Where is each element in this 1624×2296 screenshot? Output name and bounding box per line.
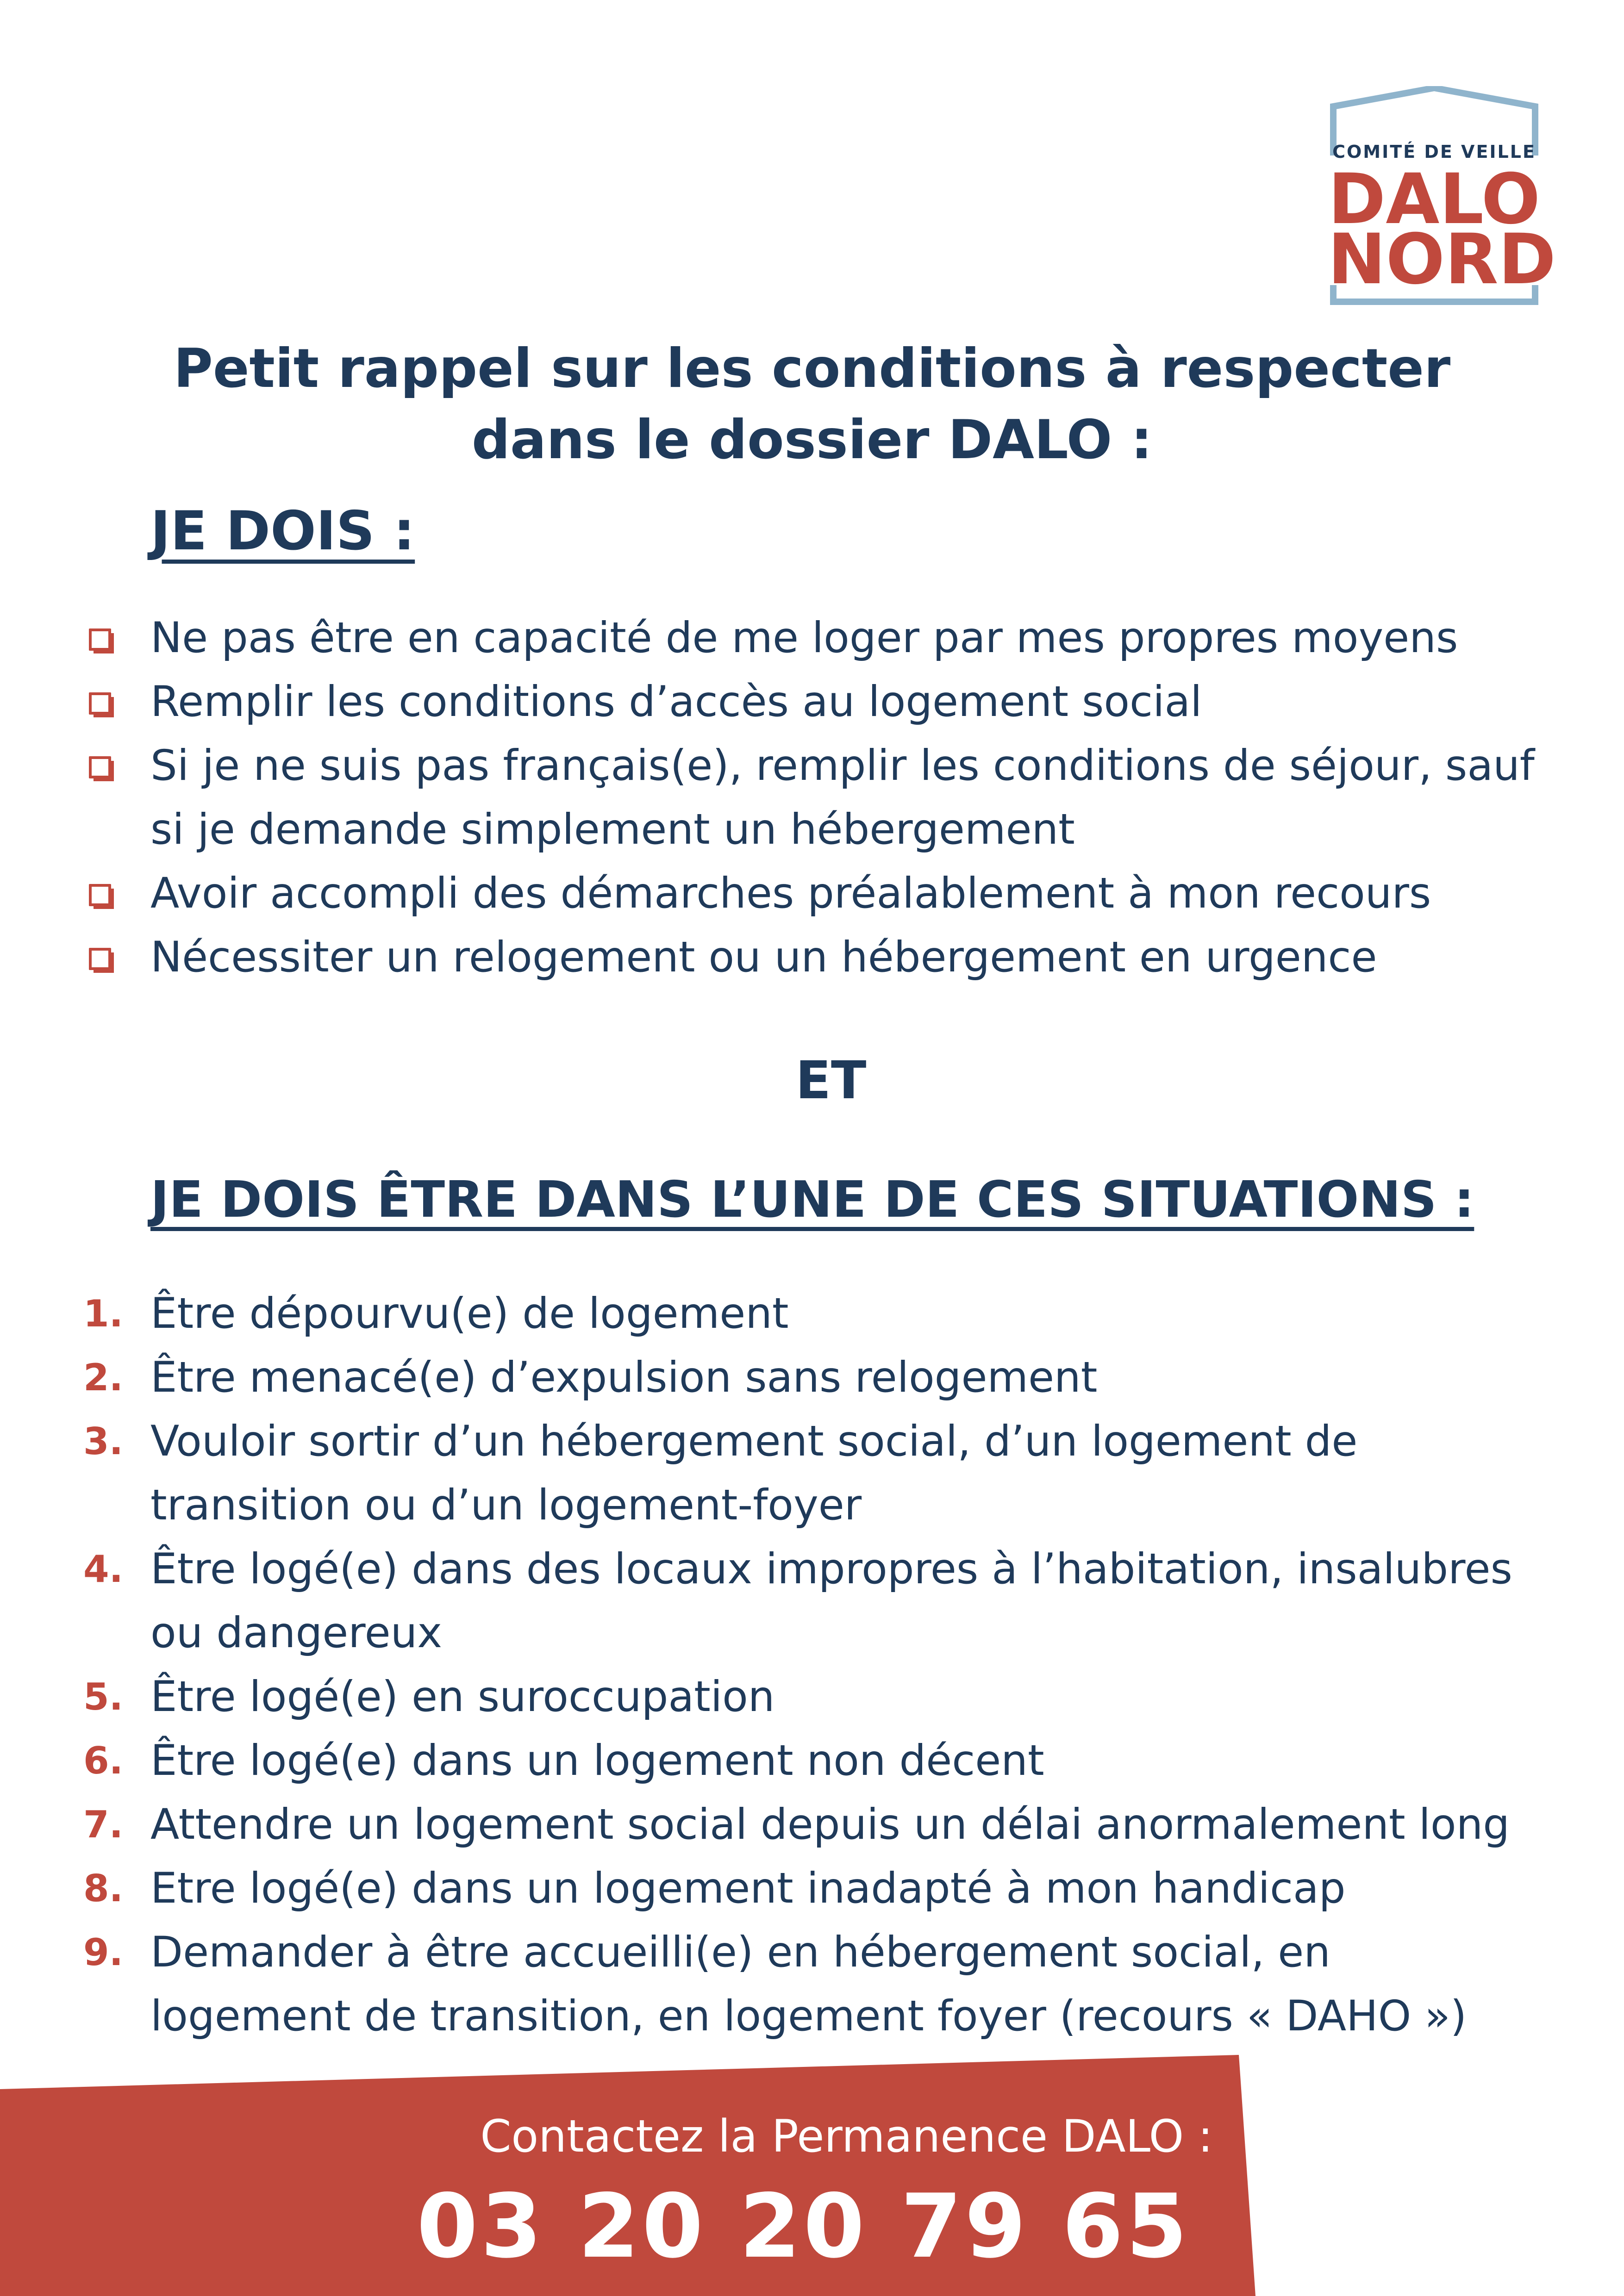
checklist-item xyxy=(0,926,1535,989)
logo-tagline: COMITÉ DE VEILLE xyxy=(1332,142,1536,162)
situation-text: Etre logé(e) dans un logement inadapté à mon handicap xyxy=(150,1864,1346,1913)
situation-item xyxy=(0,1921,1535,2048)
checkbox-icon xyxy=(89,948,111,970)
checklist-item-text: Nécessiter un relogement ou un hébergement en urgence xyxy=(150,933,1377,982)
item-number: 9. xyxy=(83,1931,124,1974)
page-title xyxy=(93,333,1531,476)
situation-text: Vouloir sortir d’un hébergement social, d’un logement de transition ou d’un logement-foyer xyxy=(150,1417,1358,1530)
checklist-item xyxy=(0,606,1535,670)
situation-text: Être menacé(e) d’expulsion sans relogement xyxy=(150,1353,1098,1402)
checklist-item-text: Ne pas être en capacité de me loger par mes propres moyens xyxy=(150,614,1458,662)
checklist-item-text: Remplir les conditions d’accès au logement social xyxy=(150,678,1202,726)
checklist-item xyxy=(0,734,1535,862)
title-line-2: dans le dossier DALO : xyxy=(471,409,1153,471)
checklist-item-text: Si je ne suis pas français(e), remplir les conditions de séjour, sauf si je demande simplement un hébergement xyxy=(150,741,1535,854)
situation-item xyxy=(0,1665,1535,1729)
checkbox-icon xyxy=(89,884,111,906)
dalo-nord-logo xyxy=(1328,86,1556,308)
item-number: 5. xyxy=(83,1675,124,1718)
item-number: 3. xyxy=(83,1420,124,1463)
checklist-item xyxy=(0,670,1535,734)
situation-item xyxy=(0,1282,1535,1346)
section-heading-je-dois: JE DOIS : xyxy=(150,500,415,562)
checkbox-icon xyxy=(89,628,111,651)
situation-item xyxy=(0,1729,1535,1793)
situation-item xyxy=(0,1857,1535,1921)
situation-item xyxy=(0,1346,1535,1410)
contact-label: Contactez la Permanence DALO : xyxy=(480,2110,1213,2162)
item-number: 8. xyxy=(83,1867,124,1910)
item-number: 7. xyxy=(83,1803,124,1846)
contact-phone-number[interactable]: 03 20 20 79 65 xyxy=(417,2175,1190,2277)
logo-word-dalo: DALO xyxy=(1328,159,1541,240)
title-line-1: Petit rappel sur les conditions à respecter xyxy=(173,337,1451,400)
item-number: 2. xyxy=(83,1356,124,1399)
situation-text: Être logé(e) dans un logement non décent xyxy=(150,1736,1044,1785)
item-number: 4. xyxy=(83,1548,124,1591)
checklist-item xyxy=(0,862,1535,926)
situation-item xyxy=(0,1410,1535,1537)
checklist-item-text: Avoir accompli des démarches préalablement à mon recours xyxy=(150,869,1431,918)
situation-text: Attendre un logement social depuis un délai anormalement long xyxy=(150,1800,1510,1849)
checkbox-icon xyxy=(89,692,111,715)
situation-text: Être logé(e) en suroccupation xyxy=(150,1673,775,1721)
conjunction-et: ET xyxy=(795,1051,867,1111)
situation-text: Être logé(e) dans des locaux impropres à l’habitation, insalubres ou dangereux xyxy=(150,1545,1512,1657)
situations-list xyxy=(0,1282,1624,2048)
situation-text: Demander à être accueilli(e) en hébergement social, en logement de transition, en logement foyer (recours « DAHO ») xyxy=(150,1928,1467,2041)
logo-word-nord: NORD xyxy=(1328,219,1556,300)
situation-text: Être dépourvu(e) de logement xyxy=(150,1289,789,1338)
requirements-checklist xyxy=(0,606,1624,989)
section-heading-situations: JE DOIS ÊTRE DANS L’UNE DE CES SITUATIONS : xyxy=(150,1171,1474,1229)
item-number: 6. xyxy=(83,1739,124,1782)
situation-item xyxy=(0,1537,1535,1665)
item-number: 1. xyxy=(83,1292,124,1335)
situation-item xyxy=(0,1793,1535,1857)
checkbox-icon xyxy=(89,756,111,778)
